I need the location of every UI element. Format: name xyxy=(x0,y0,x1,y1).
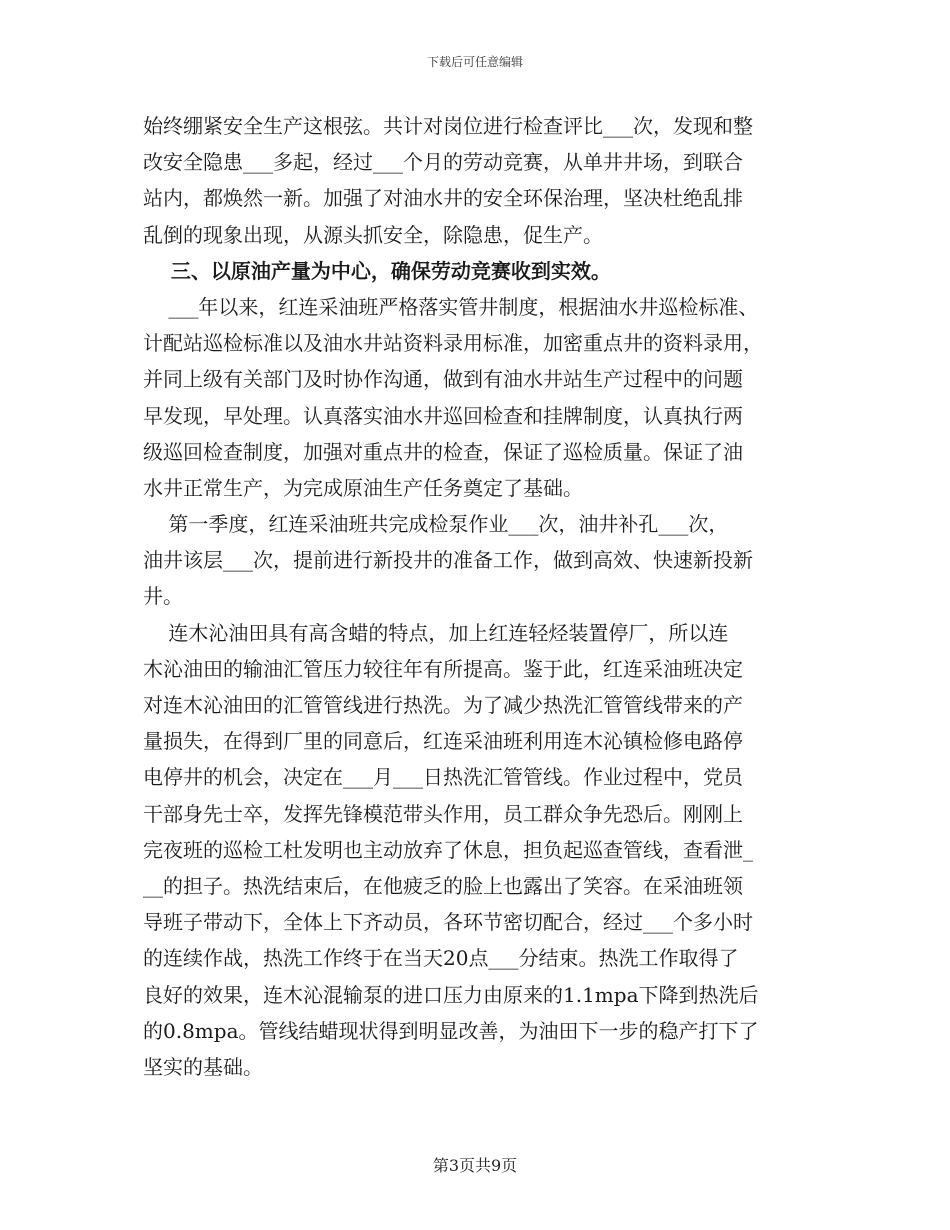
body-line: 坚实的基础。 xyxy=(143,1054,263,1079)
body-line: 的0.8mpa。管线结蜡现状得到明显改善，为油田下一步的稳产打下了 xyxy=(143,1018,759,1043)
body-line: 始终绷紧安全生产这根弦。共计对岗位进行检查评比___次，发现和整 xyxy=(143,114,753,138)
body-line: 干部身先士卒，发挥先锋模范带头作用，员工群众争先恐后。刚刚上 xyxy=(143,801,743,826)
section-heading: 三、以原油产量为中心，确保劳动竞赛收到实效。 xyxy=(143,258,611,283)
body-line: 水井正常生产，为完成原油生产任务奠定了基础。 xyxy=(143,475,583,500)
body-line: 量损失，在得到厂里的同意后，红连采油班利用连木沁镇检修电路停 xyxy=(143,729,743,754)
body-line: 井。 xyxy=(143,584,183,609)
body-line: 良好的效果，连木沁混输泵的进口压力由原来的1.1mpa下降到热洗后 xyxy=(143,982,759,1007)
page-header: 下载后可任意编辑 xyxy=(426,55,523,69)
body-line: __的担子。热洗结束后，在他疲乏的脸上也露出了笑容。在采油班领 xyxy=(143,873,743,898)
page-footer: 第3页共9页 xyxy=(432,1156,518,1175)
body-line: 的连续作战，热洗工作终于在当天20点___分结束。热洗工作取得了 xyxy=(143,946,739,971)
body-line: 电停井的机会，决定在___月___日热洗汇管管线。作业过程中，党员 xyxy=(143,765,743,790)
body-line: 级巡回检查制度，加强对重点井的检查，保证了巡检质量。保证了油 xyxy=(143,439,743,464)
body-line: 第一季度，红连采油班共完成检泵作业___次，油井补孔___次， xyxy=(143,512,729,537)
body-line: 完夜班的巡检工杜发明也主动放弃了休息，担负起巡查管线，查看泄_ xyxy=(143,837,753,862)
body-line: 计配站巡检标准以及油水井站资料录用标准，加密重点井的资料录用， xyxy=(143,331,763,356)
body-line: 连木沁油田具有高含蜡的特点，加上红连轻烃装置停厂，所以连 xyxy=(143,620,729,645)
body-line: ___年以来，红连采油班严格落实管井制度，根据油水井巡检标准、 xyxy=(143,294,759,319)
body-line: 改安全隐患___多起，经过___个月的劳动竞赛，从单井井场，到联合 xyxy=(143,150,743,175)
document-body xyxy=(143,108,823,1085)
body-line: 站内，都焕然一新。加强了对油水井的安全环保治理，坚决杜绝乱排 xyxy=(143,186,743,211)
body-line: 对连木沁油田的汇管管线进行热洗。为了减少热洗汇管管线带来的产 xyxy=(143,693,743,717)
body-line: 木沁油田的输油汇管压力较往年有所提高。鉴于此，红连采油班决定 xyxy=(143,656,743,681)
body-line: 导班子带动下，全体上下齐动员，各环节密切配合，经过___个多小时 xyxy=(143,910,753,935)
body-line: 乱倒的现象出现，从源头抓安全，除隐患，促生产。 xyxy=(143,222,603,247)
body-line: 并同上级有关部门及时协作沟通，做到有油水井站生产过程中的问题 xyxy=(143,367,743,392)
body-line: 油井该层___次，提前进行新投井的准备工作，做到高效、快速新投新 xyxy=(143,548,753,573)
body-line: 早发现，早处理。认真落实油水井巡回检查和挂牌制度，认真执行两 xyxy=(143,403,743,428)
